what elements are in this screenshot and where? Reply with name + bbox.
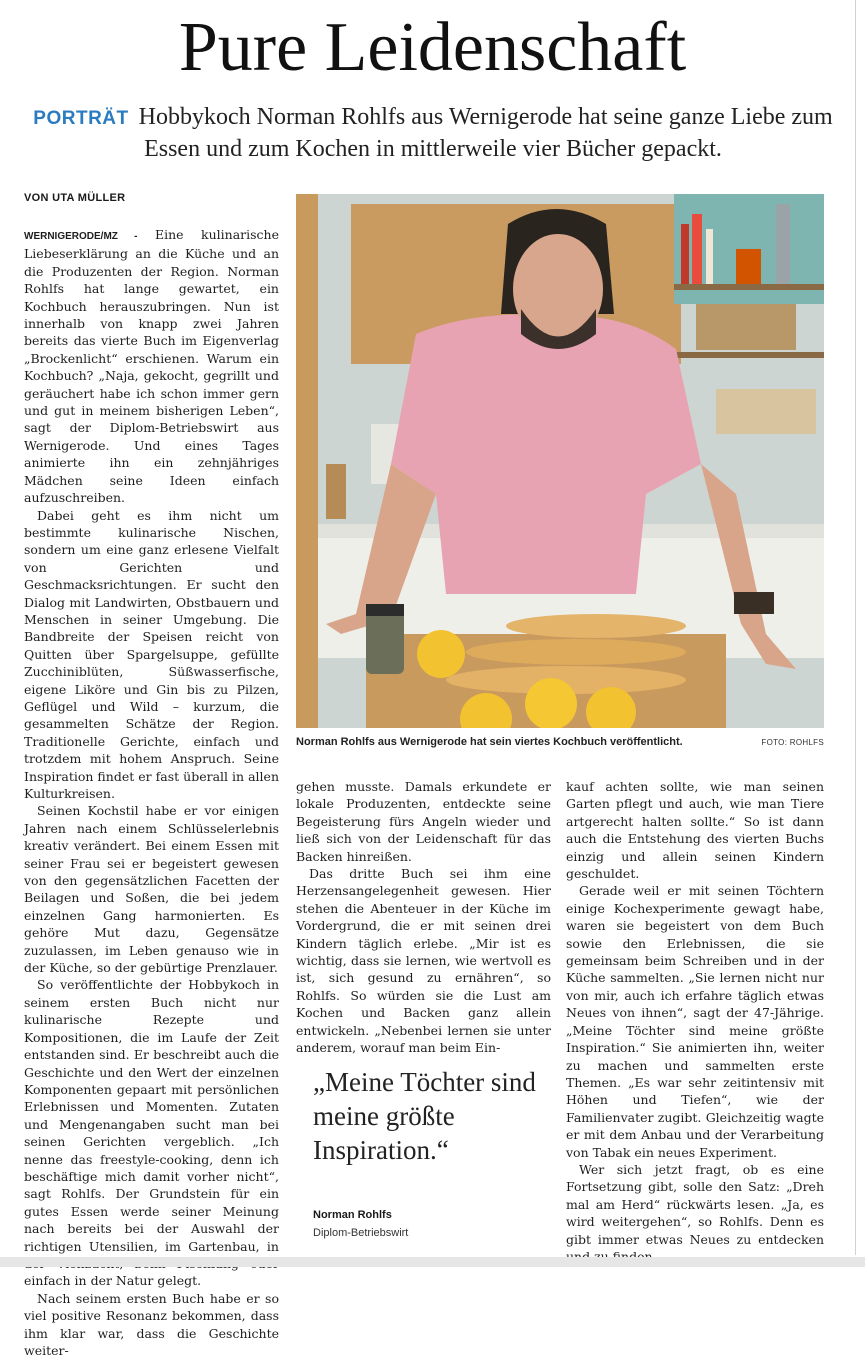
page-edge-rule [855, 0, 856, 1255]
paragraph: kauf achten sollte, wie man seinen Garten pflegt und auch, wie man Tiere artgerecht halten sollte.“ So ist dann auch die Entstehung des vierten Buchs einzig und allein seinen Kindern geschuldet. [566, 779, 824, 882]
article-photo [296, 194, 824, 728]
headline: Pure Leidenschaft [178, 9, 687, 86]
shelf-items [696, 304, 796, 350]
jar-orange [736, 249, 761, 284]
dateline: WERNIGERODE/MZ - [24, 231, 138, 242]
paragraph: Seinen Kochstil habe er vor einigen Jahren nach einem Schlüsselerlebnis kreativ verändert. Bei einem Essen mit seiner Frau sei er begeistert gewesen von den gegensätzlichen Facetten der Beilagen und Soßen, die bei jedem einzelnen Gang harmonierten. Es gehöre Mut dazu, Gegensätze zuzulassen, im Leben genauso wie in der Küche, so der gebürtige Prenzlauer. [24, 803, 279, 976]
rubric-label: PORTRÄT [33, 108, 129, 129]
knife-block [716, 389, 816, 434]
shelf-1 [674, 284, 824, 290]
photo-illustration [296, 194, 824, 728]
photo-caption: Norman Rohlfs aus Wernigerode hat sein viertes Kochbuch veröffentlicht. [296, 736, 683, 748]
subhead-text: Hobbykoch Norman Rohlfs aus Wernigerode hat seine ganze Liebe zum Essen und zum Kochen in mittlerweile vier Bücher gepackt. [138, 104, 833, 162]
subhead [18, 102, 848, 165]
lemon-1 [417, 630, 465, 678]
paragraph: Das dritte Buch sei ihm eine Herzensangelegenheit gewesen. Hier stehen die Abenteuer in der Küche im Vordergrund, die er mit seinen drei Kindern täglich erlebe. „Mir ist es wichtig, dass sie lernen, wie wertvoll es ist, sich gesund zu ernähren“, so Rohlfs. So würden sie die Lust am Kochen und Backen ganz allein entwickeln. „Nebenbei lernen sie unter anderem, worauf man beim Ein- [296, 866, 551, 1056]
pipe [776, 204, 790, 284]
lemon-3 [525, 678, 577, 728]
paragraph: Gerade weil er mit seinen Töchtern einige Kochexperimente gewagt habe, waren sie begeistert von dem Buch sowie den Erlebnissen, die sie gemeinsam beim Schreiben und in der Küche sammelten. „Sie lernen nicht nur von mir, auch ich erfahre täglich etwas Neues von ihnen“, sagt der 47-Jährige. „Meine Töchter sind meine größte Inspiration.“ Sie animierten ihn, weiter zu machen und sammelten erste Themen. „Es war sehr zeitintensiv mit Höhen und Tiefen“, wie der Familienvater zugibt. Gleichzeitig wagte er mit dem Anbau und der Verarbeitung von Tabak ein neues Experiment. [566, 883, 824, 1160]
book-stack [326, 464, 346, 519]
paragraph [24, 226, 279, 507]
book-red-2 [692, 214, 702, 284]
photo-credit: FOTO: ROHLFS [761, 738, 824, 747]
paragraph-text: Eine kulinarische Liebeserklärung an die Küche und an die Produzenten der Region. Norman Rohlfs hat lange gewartet, ein Kochbuch herauszubringen. Nun ist innerhalb von knapp zwei Jahren bereits das vierte Buch im Eigenverlag „Brockenlicht“ erschienen. Warum ein Kochbuch? „Naja, gekocht, gegrillt und geräuchert habe ich schon immer gern und gut in meinem bisherigen Leben“, sagt der Diplom-Betriebswirt aus Wernigerode. Und eines Tages animierte ihn ein zehnjähriges Mädchen seine Ideen einfach aufzuschreiben. [24, 227, 279, 506]
quote-author: Norman Rohlfs [313, 1209, 392, 1221]
wristwatch [734, 592, 774, 614]
paragraph: Nach seinem ersten Buch habe er so viel positive Resonanz bekommen, dass ihm klar war, dass die Geschichte weiter- [24, 1290, 279, 1358]
article-column-1 [24, 226, 279, 1359]
quote-role: Diplom-Betriebswirt [313, 1227, 409, 1239]
pull-quote: „Meine Töchter sind meine größte Inspiration.“ [313, 1067, 536, 1165]
spice-jar-lid [366, 604, 404, 616]
article-column-3 [566, 778, 824, 1265]
byline: VON UTA MÜLLER [24, 192, 126, 204]
paragraph: Dabei geht es ihm nicht um bestimmte kulinarische Nischen, sondern um eine ganz erlesene Vielfalt von Gerichten und Geschmacksrichtungen. Er sucht den Dialog mit Landwirten, Obstbauern und Menschen in seiner Umgebung. Die Bandbreite der Speisen reicht von Quitten über Spargelsuppe, gefüllte Zucchiniblüten, Süßwasserfische, eigene Liköre und Gin bis zu Pilzen, Geflügel und Wild – kurzum, die gesammelten Schätze der Region. Traditionelle Gerichte, einfach und trotzdem mit hohem Anspruch. Seine Inspiration findet er fast überall in allen Kulturkreisen. [24, 507, 279, 801]
spice-jar [366, 609, 404, 674]
wood-panel-left [296, 194, 318, 728]
shelf-2 [674, 352, 824, 358]
book-white [706, 229, 713, 284]
paragraph: So veröffentlichte der Hobbykoch in seinem ersten Buch nicht nur kulinarische Rezepte und Kompositionen, die im Laufe der Zeit entstanden sind. Er beschreibt auch die Geschichte und den Wert der einzelnen Komponenten gepaart mit persönlichen Erlebnissen und Momenten. Zutaten und Mengenangaben sucht man bei seinen Gerichten vergeblich. „Ich nenne das freestyle-cooking, denn ich beschäftige mich damit vorher nicht“, sagt Rohlfs. Der Grundstein für ein gutes Essen werde seiner Meinung nach bereits bei der Auswahl der richtigen Utensilien, im Gartenbau, in einfach in der Natur gelegt. [24, 977, 279, 1289]
article-column-2 [296, 778, 551, 1057]
page-bottom-edge [0, 1257, 865, 1267]
book-red [681, 224, 689, 284]
paragraph: Wer sich jetzt fragt, ob es eine Fortsetzung gibt, solle den Satz: „Dreh mal am Herd“ rückwärts lesen. „Ja, es wird weitergehen“, so Rohlfs. Denn es gibt immer etwas Neues zu entdecken [566, 1161, 824, 1247]
bread-1 [506, 614, 686, 638]
bread-2 [466, 639, 686, 665]
paragraph: gehen musste. Damals erkundete er lokale Produzenten, entdeckte seine Begeisterung fürs Angeln wieder und ließ sich von der Leidenschaft für das Backen hinreißen. [296, 779, 551, 864]
